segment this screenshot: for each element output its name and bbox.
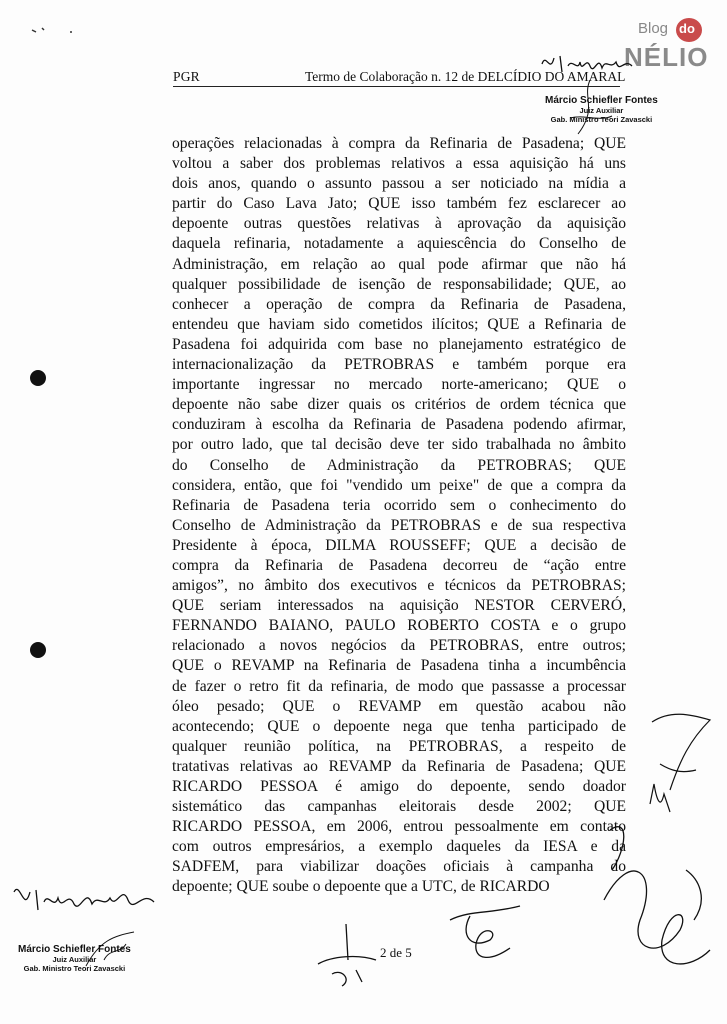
body-line: Pasadena foi adquirida com base no planejamento estratégico de <box>172 335 626 353</box>
body-line: óleo pesado; QUE o REVAMP em questão acabou não <box>172 697 626 715</box>
body-line: qualquer possibilidade de isenção de responsabilidade; QUE, ao <box>172 275 626 293</box>
body-line: voltou a saber dos problemas relativos a essa aquisição há uns <box>172 155 626 173</box>
header-rule <box>173 86 620 87</box>
body-line: internacionalização da PETROBRAS e também porque era <box>172 356 626 374</box>
body-line: depoente outras questões relativas à aprovação da aquisição <box>172 215 626 233</box>
body-line: RICARDO PESSOA, em 2006, entrou pessoalmente em contato <box>172 818 626 836</box>
body-line: tratativas relativas ao REVAMP da Refinaria de Pasadena; QUE <box>172 757 626 775</box>
page-number: 2 de 5 <box>380 945 412 960</box>
body-line: Conselho de Administração da PETROBRAS e de sua respectiva <box>172 516 626 534</box>
handwritten-via-original-bottom <box>10 874 160 924</box>
body-line: conduziram à escolha da Refinaria de Pasadena podendo afirmar, <box>172 416 626 434</box>
body-line: por outro lado, que tal decisão deve ter sido trabalhada no âmbito <box>172 436 626 454</box>
body-line: QUE o REVAMP na Refinaria de Pasadena tinha a incumbência <box>172 657 626 675</box>
header-org: PGR <box>173 69 200 84</box>
body-line: compra da Refinaria de Pasadena decorreu de “ação entre <box>172 556 626 574</box>
header-title: Termo de Colaboração n. 12 de DELCÍDIO DO AMARAL <box>305 69 626 84</box>
body-line: conhecer a operação de compra da Refinaria de Pasadena, <box>172 295 626 313</box>
stamp-office: Gab. Ministro Teori Zavascki <box>23 964 126 973</box>
stamp-name: Márcio Schiefler Fontes <box>18 944 131 955</box>
body-line: amigos”, no âmbito dos executivos e técnicos da PETROBRAS; <box>172 577 626 595</box>
body-line: Refinaria de Pasadena teria ocorrido sem o conhecimento do <box>172 496 626 514</box>
body-line: FERNANDO BAIANO, PAULO ROBERTO COSTA e o grupo <box>172 617 626 635</box>
body-line: Presidente à época, DILMA ROUSSEFF; QUE a decisão de <box>172 536 626 554</box>
body-line: importante ingressar no mercado norte-americano; QUE o <box>172 376 626 394</box>
corner-marks <box>30 20 90 40</box>
body-line: acontecendo; QUE o depoente nega que tenha participado de <box>172 717 626 735</box>
body-line: do Conselho de Administração da PETROBRAS; QUE <box>172 456 626 474</box>
stamp-signature-top <box>560 78 620 138</box>
body-line: daquela refinaria, notadamente a aquiescência do Conselho de <box>172 235 626 253</box>
body-line: RICARDO PESSOA é amigo do depoente, sendo doador <box>172 778 626 795</box>
body-line: considera, então, que foi "vendido um peixe" de que a compra da <box>172 476 626 494</box>
body-line: de fazer o retro fit da refinaria, de modo que passasse a processar <box>172 677 626 695</box>
signature-bottom-center-left <box>312 920 382 990</box>
margin-initials <box>640 700 720 820</box>
body-line: SADFEM, para viabilizar doações oficiais à campanha do <box>172 858 626 876</box>
stamp-office: Gab. Ministro Teori Zavascki <box>550 115 653 124</box>
body-line: com outros empresários, a exemplo daqueles da IESA e da <box>172 838 626 856</box>
stamp-role: Juiz Auxiliar <box>52 955 97 964</box>
body-line: sistemático das campanhas eleitorais desde 2002; QUE <box>172 798 626 816</box>
body-line: partir do Caso Lava Jato; QUE isso também fez esclarecer ao <box>172 195 626 213</box>
body-line: operações relacionadas à compra da Refinaria de Pasadena; QUE <box>172 135 626 152</box>
stamp-signature-bottom <box>80 930 140 970</box>
signature-bottom-right <box>590 810 720 980</box>
signature-bottom-center-right <box>440 900 530 970</box>
binding-hole-top <box>30 370 46 386</box>
body-line: QUE seriam interessados na aquisição NESTOR CERVERÓ, <box>172 597 626 615</box>
binding-hole-bottom <box>30 642 46 658</box>
stamp-role: Juiz Auxiliar <box>579 106 624 115</box>
body-line: relacionado a novos negócios da PETROBRAS, entre outros; <box>172 637 626 655</box>
blog-logo: Blog do NÉLIO <box>624 20 709 72</box>
body-line: entendeu que haviam sido cometidos ilícitos; QUE a Refinaria de <box>172 315 626 333</box>
body-line: depoente não sabe dizer quais os critérios de ordem técnica que <box>172 396 626 414</box>
body-line: qualquer reunião política, na PETROBRAS, a respeito de <box>172 737 626 755</box>
body-line: Administração, em relação ao qual pode afirmar que não há <box>172 255 626 273</box>
stamp-name: Márcio Schiefler Fontes <box>545 95 658 106</box>
body-line: depoente; QUE soube o depoente que a UTC, de RICARDO <box>172 878 550 896</box>
body-line: dois anos, quando o assunto passou a ser noticiado na mídia a <box>172 175 626 193</box>
document-body <box>172 134 626 898</box>
